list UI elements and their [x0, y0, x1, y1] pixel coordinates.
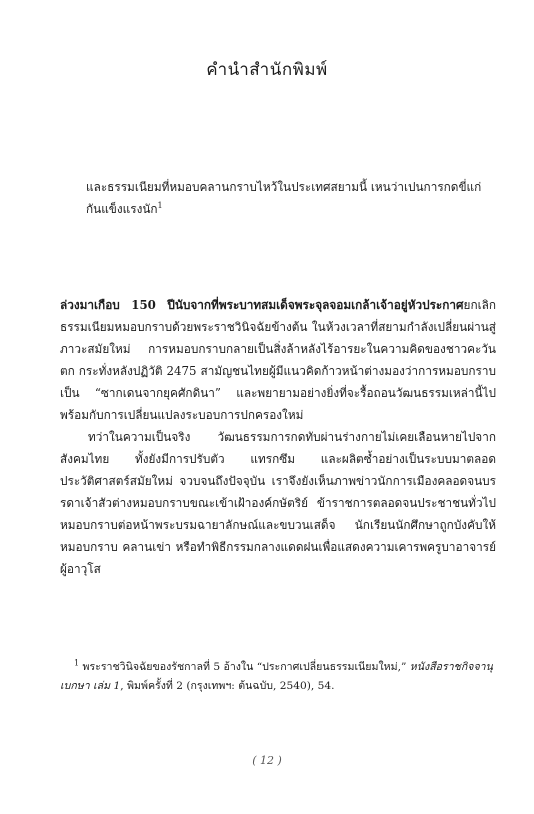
paragraph-1-lead: ล่วงมาเกือบ 150 ปีนับจากที่พระบาทสมเด็จพระจุลจอมเกล้าเจ้าอยู่หัวประกาศ	[60, 298, 464, 312]
page-title: คำนำสำนักพิมพ์	[206, 60, 328, 80]
footnote-mark: 1	[74, 658, 80, 668]
page-number: ( 12 )	[252, 754, 282, 767]
epigraph-footnote-mark: 1	[157, 201, 163, 211]
paragraph-1	[60, 294, 496, 426]
epigraph-quote	[86, 176, 496, 220]
footnote-publication: , พิมพ์ครั้งที่ 2 (กรุงเทพฯ: ต้นฉบับ, 2540), 54.	[120, 680, 335, 692]
footnote-text: พระราชวินิจฉัยของรัชกาลที่ 5 อ้างใน “ประกาศเปลี่ยนธรรมเนียมใหม่,”	[82, 661, 407, 673]
body-text	[60, 294, 496, 580]
paragraph-1-text: ยกเลิกธรรมเนียมหมอบกราบด้วยพระราชวินิจฉัยข้างต้น ในห้วงเวลาที่สยามกำลังเปลี่ยนผ่านสู่ภาวะสมัยใหม่ การหมอบกราบกลายเป็นสิ่งล้าหลังไร้อารยะในความคิดของชาวคะวันตก กระทั่งหลังปฏิวัติ 2475 สามัญชนไทยผู้มีแนวคิดก้าวหน้าต่างมองว่าการหมอบกราบเป็น “ซากเดนจากยุคศักดินา” และพยายามอย่างยิ่งที่จะรื้อถอนวัฒนธรรมเหล่านี้ไปพร้อมกับการเปลี่ยนแปลงระบอบการปกครองใหม่	[60, 298, 496, 422]
footnote	[60, 658, 496, 696]
paragraph-2: ทว่าในความเป็นจริง วัฒนธรรมการกดทับผ่านร่างกายไม่เคยเลือนหายไปจากสังคมไทย ทั้งยังมีการปรับตัว แทรกซึม และผลิตซ้ำอย่างเป็นระบบมาตลอดประวัติศาสตร์สมัยใหม่ จวบจนถึงปัจจุบัน เราจึงยังเห็นภาพข่าวนักการเมืองคลอดจนบรรดาเจ้าสัวต่างหมอบกราบขณะเข้าเฝ้าองค์กษัตริย์ ข้าราชการตลอดจนประชาชนทั่วไปหมอบกราบต่อหน้าพระบรมฉายาลักษณ์และขบวนเสด็จ นักเรียนนักศึกษาถูกบังคับให้หมอบกราบ คลานเข่า หรือทำพิธีกรรมกลางแดดฝนเพื่อแสดงความเคารพครูบาอาจารย์ผู้อาวุโส	[60, 430, 496, 576]
epigraph-text: และธรรมเนียมที่หมอบคลานกราบไหว้ในประเทศสยามนี้ เหนว่าเปนการกดขี่แก่กันแข็งแรงนัก	[86, 180, 482, 216]
footnote-body	[60, 658, 496, 696]
footnote-source-title: หนังสือราชกิจจานุเบกษา เล่ม 1	[60, 661, 493, 692]
